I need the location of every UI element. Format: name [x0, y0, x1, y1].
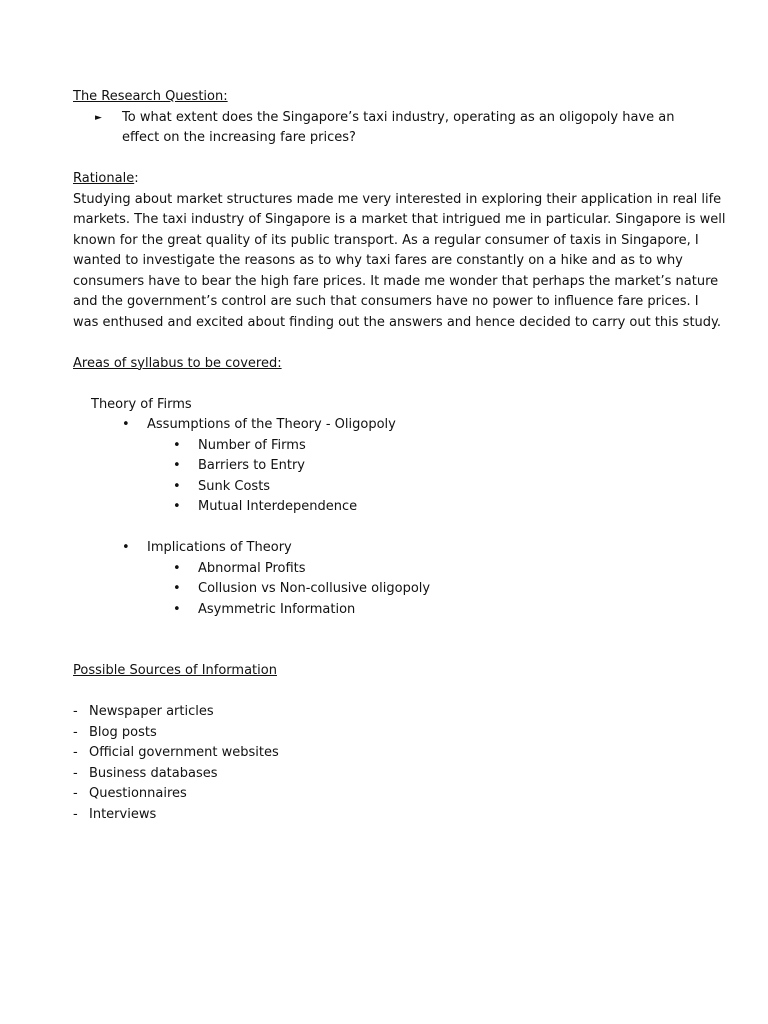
rationale-colon: :: [134, 171, 139, 186]
research-question-item: [95, 108, 703, 149]
assumptions-label: Assumptions of the Theory - Oligopoly: [147, 417, 396, 432]
source-item: Business databases: [89, 765, 218, 781]
dash-bullet-icon: -: [73, 745, 78, 760]
list-item: [73, 743, 703, 764]
dash-bullet-icon: -: [73, 806, 78, 822]
implication-item: Asymmetric Information: [198, 601, 356, 617]
sources-heading: Possible Sources of Information: [73, 663, 277, 678]
rationale-line: markets. The taxi industry of Singapore is a market that intrigued me in particular. Singapore is well: [73, 212, 726, 227]
bullet-icon: •: [122, 540, 130, 555]
list-item: [173, 497, 703, 518]
bullet-icon: •: [173, 499, 181, 514]
syllabus-topic: Theory of Firms: [91, 396, 192, 412]
bullet-icon: •: [173, 437, 181, 453]
rationale-line: was enthused and excited about finding out the answers and hence decided to carry out this study.: [73, 314, 722, 330]
list-item: [122, 538, 703, 559]
list-item: [173, 600, 703, 621]
bullet-icon: •: [173, 478, 181, 494]
list-item: [73, 764, 703, 785]
source-item: Interviews: [89, 806, 157, 822]
rationale-heading-line: [73, 169, 703, 190]
dash-bullet-icon: -: [73, 765, 78, 781]
document-page: [73, 87, 726, 825]
rationale-line: wanted to investigate the reasons as to why taxi fares are constantly on a hike and as to why: [73, 253, 683, 268]
assumption-item: Barriers to Entry: [198, 458, 305, 473]
list-item: [73, 723, 703, 744]
list-item: [122, 415, 703, 436]
list-item: [173, 579, 703, 600]
research-question-text: To what extent does the Singapore’s taxi industry, operating as an oligopoly have an effect on the increasing fare prices?: [122, 109, 675, 145]
list-item: [173, 456, 703, 477]
bullet-icon: •: [122, 417, 130, 432]
source-item: Newspaper articles: [89, 704, 214, 719]
dash-bullet-icon: -: [73, 724, 78, 740]
list-item: [173, 559, 703, 580]
syllabus-heading: Areas of syllabus to be covered:: [73, 355, 282, 371]
list-item: [73, 805, 703, 826]
implication-item: Collusion vs Non-collusive oligopoly: [198, 581, 431, 596]
rationale-line: known for the great quality of its public transport. As a regular consumer of taxis in Singapore, I: [73, 232, 699, 248]
bullet-icon: •: [173, 581, 181, 596]
bullet-icon: •: [173, 560, 181, 576]
list-item: [173, 477, 703, 498]
source-item: Questionnaires: [89, 786, 187, 801]
bullet-icon: •: [173, 601, 181, 617]
list-item: [173, 436, 703, 457]
source-item: Official government websites: [89, 745, 279, 760]
assumption-item: Sunk Costs: [198, 478, 271, 494]
implications-label: Implications of Theory: [147, 540, 292, 555]
dash-bullet-icon: -: [73, 786, 78, 801]
implication-item: Abnormal Profits: [198, 560, 306, 576]
assumption-item: Number of Firms: [198, 437, 306, 453]
rationale-line: Studying about market structures made me very interested in exploring their application in real life: [73, 191, 722, 207]
rationale-paragraph: [73, 190, 726, 334]
dash-bullet-icon: -: [73, 704, 78, 719]
arrow-bullet-icon: ►: [95, 112, 102, 123]
list-item: [73, 702, 703, 723]
source-item: Blog posts: [89, 724, 157, 740]
research-question-heading: The Research Question:: [73, 89, 228, 104]
rationale-heading: Rationale: [73, 171, 135, 186]
list-item: [73, 784, 703, 805]
assumption-item: Mutual Interdependence: [198, 499, 358, 514]
rationale-line: and the government’s control are such that consumers have no power to influence fare prices. I: [73, 294, 699, 309]
rationale-line: consumers have to bear the high fare prices. It made me wonder that perhaps the market’s nature: [73, 273, 719, 289]
bullet-icon: •: [173, 458, 181, 473]
